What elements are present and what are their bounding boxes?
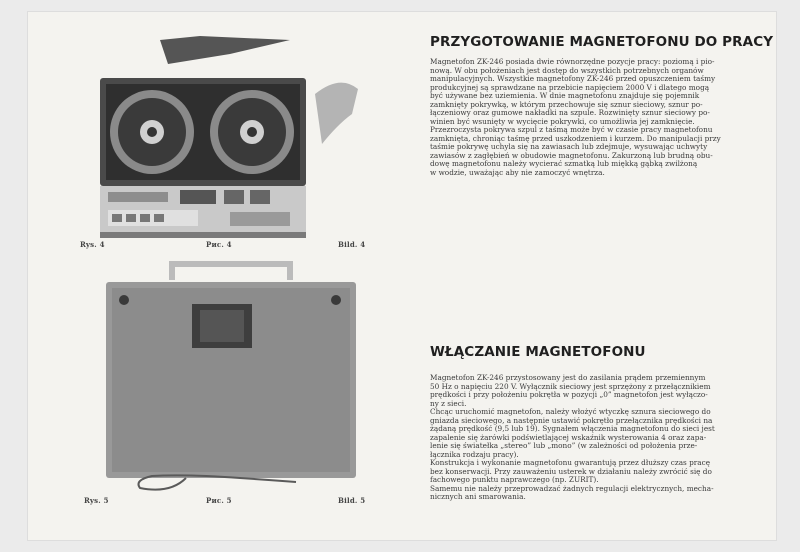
fig5-caption-pl: Rys. 5 [84,496,109,505]
section1-title: PRZYGOTOWANIE MAGNETOFONU DO PRACY [430,34,774,50]
section2-line: Magnetofon ZK-246 przystosowany jest do zasilania prądem przemiennym [430,373,706,382]
section1-line: łączeniowy oraz gumowe nakładki na szpule. Rozwinięty sznur sieciowy po- [430,108,710,117]
fig4-caption-cs: Bild. 4 [338,240,366,249]
fig5-caption-cs: Bild. 5 [338,496,366,505]
section1-line: manipulacyjnych. Wszystkie magnetofony ZK-246 przed opuszczeniem taśmy [430,74,716,83]
section2-line: nicznych ani smarowania. [430,492,526,501]
tape-recorder-back-photo [100,256,370,496]
section1-line: zamknięty pokrywką, w którym przechowuje się sznur sieciowy, sznur po- [430,99,703,109]
section1-body [430,58,770,177]
section2-line: gniazda sieciowego, a następnie ustawić pokrętło przełącznika prędkości na [430,415,713,425]
section1-line: dowę magnetofonu należy wycierać szmatką lub miękką gąbką zwilżoną [430,159,698,168]
section2-line: Samemu nie należy przeprowadzać żadnych regulacji elektrycznych, mecha- [430,483,714,493]
tape-recorder-front-photo [90,34,390,244]
section2-line: fachowego punktu naprawczego (np. ZURIT). [430,475,599,484]
section2-line: 50 Hz o napięciu 220 V. Wyłącznik sieciowy jest sprzężony z przełącznikiem [430,381,711,391]
section2-line: zapalenie się żarówki podświetlającej wskaźnik wysterowania 4 oraz zapa- [430,432,707,442]
section2-line: Chcąc uruchomić magnetofon, należy włożyć wtyczkę sznura sieciowego do [430,407,711,416]
section2-line: żądaną prędkość (9,5 lub 19). Sygnałem włączenia magnetofonu do sieci jest [430,424,715,433]
section1-line: zawiasów z zagłębień w obudowie magnetofonu. Zakurzoną lub brudną obu- [430,150,713,160]
section1-line: nową. W obu położeniach jest dostęp do wszystkich potrzebnych organów [430,65,704,75]
section2-line: ny z sieci. [430,398,467,408]
section2-line: Konstrukcja i wykonanie magnetofonu gwarantują przez dłuższy czas pracę [430,458,711,467]
section2-body [430,374,770,502]
section1-line: Przezroczysta pokrywa szpul z taśmą może być w czasie pracy magnetofonu [430,125,713,134]
section2-line: bez konserwacji. Przy zauważeniu usterek w działaniu należy zwrócić się do [430,466,712,476]
fig5-caption-ru: Рис. 5 [206,496,232,505]
section2-line: lenie się światełka „stereo” lub „mono” (w zależności od położenia prze- [430,441,698,450]
section2-line: łącznika rodzaju pracy). [430,449,519,459]
section1-line: taśmie pokrywę uchyla się na zawiasach lub zdejmuje, wysuwając uchwyty [430,142,708,151]
section1-line: winien być wsunięty w wycięcie pokrywki, co umożliwia jej zamknięcie. [430,116,695,126]
fig4-caption-pl: Rys. 4 [80,240,105,249]
section1-line: produkcyjnej są sprawdzane na przebicie napięciem 2000 V i dlatego mogą [430,82,710,92]
section2-line: prędkości i przy położeniu pokrętła w pozycji „0” magnetofon jest wyłączo- [430,390,708,399]
fig4-caption-ru: Рис. 4 [206,240,232,249]
section1-line: być używane bez uziemienia. W dnie magnetofonu znajduje się pojemnik [430,91,700,100]
section2-title: WŁĄCZANIE MAGNETOFONU [430,344,646,360]
section1-line: w wodzie, uważając aby nie zamoczyć wnętrza. [430,167,605,177]
section1-line: Magnetofon ZK-246 posiada dwie równorzędne pozycje pracy: poziomą i pio- [430,57,715,66]
section1-line: zamknięta, chroniąc taśmę przed uszkodzeniem i kurzem. Do manipulacji przy [430,133,721,143]
manual-page [28,12,776,540]
